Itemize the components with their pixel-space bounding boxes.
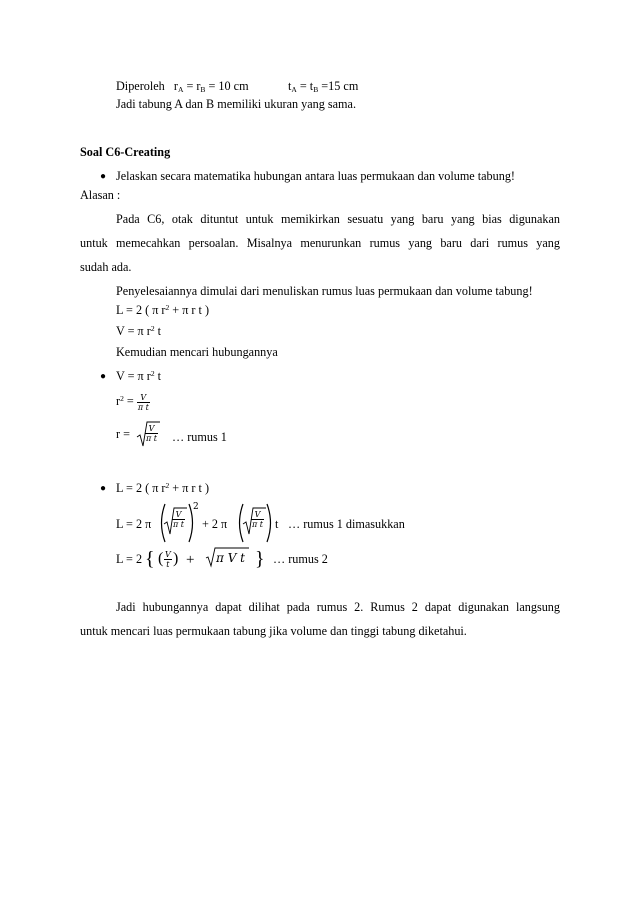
height-value: =15 cm — [318, 79, 359, 93]
conclusion-paragraph: Jadi hubungannya dapat dilihat pada rumus 2. Rumus 2 dapat digunakan langsung — [116, 600, 560, 614]
fraction — [137, 393, 150, 412]
alasan-label: Alasan : — [80, 188, 121, 202]
fraction — [145, 424, 158, 443]
conclusion-line: Jadi tabung A dan B memiliki ukuran yang sama. — [116, 97, 356, 111]
fraction — [172, 510, 185, 529]
rumus-label: … rumus 2 — [273, 552, 328, 566]
formula-text: L = 2 ( π r — [116, 303, 166, 317]
exponent: 2 — [193, 502, 199, 512]
left-paren-icon: ( — [158, 550, 164, 567]
exponent: 2 — [165, 302, 170, 312]
bullet-icon: ● — [100, 171, 107, 182]
formula-text: + π r t ) — [169, 481, 210, 495]
t-symbol: t — [288, 79, 292, 93]
right-paren-icon: ) — [173, 550, 179, 567]
plus-sign: + — [186, 552, 195, 568]
paragraph-line: Pada C6, otak dituntut untuk memikirkan sesuatu yang baru yang bias digunakan — [116, 212, 560, 226]
subscript-a: A — [177, 85, 184, 95]
paragraph-line: sudah ada. — [80, 260, 132, 274]
formula-text: V = π r — [116, 369, 151, 383]
formula-text: r — [116, 394, 121, 408]
result-prefix: Diperoleh — [116, 79, 165, 93]
formula-text: = — [123, 394, 137, 408]
sqrt-content: π V t — [216, 551, 246, 565]
denominator: t — [166, 560, 170, 569]
left-brace-icon: { — [145, 548, 155, 570]
subscript-b: B — [200, 85, 206, 95]
numerator: V — [165, 550, 171, 559]
right-paren-icon — [265, 503, 275, 543]
numerator: V — [172, 510, 185, 520]
denominator: π t — [146, 434, 158, 443]
formula-text: L = 2 ( π r — [116, 481, 166, 495]
rumus-label: … rumus 1 dimasukkan — [288, 517, 405, 531]
exponent: 2 — [120, 393, 124, 403]
formula-text: + 2 π — [202, 517, 228, 531]
r-squared-formula — [116, 390, 150, 412]
denominator: π t — [252, 520, 264, 529]
conclusion-paragraph: untuk mencari luas permukaan tabung jika volume dan tinggi tabung diketahui. — [80, 624, 467, 638]
numerator: V — [251, 510, 264, 520]
formula-text: t — [154, 369, 162, 383]
exponent: 2 — [165, 480, 170, 490]
denominator: π t — [173, 520, 185, 529]
exponent: 2 — [150, 323, 155, 333]
height-result — [288, 79, 358, 94]
fraction — [251, 510, 264, 529]
numerator: V — [145, 424, 158, 434]
equals-r: = r — [183, 79, 201, 93]
bullet-icon: ● — [100, 371, 107, 382]
rumus-label: … rumus 1 — [172, 430, 227, 444]
volume-formula — [116, 369, 161, 384]
formula-text: + π r t ) — [169, 303, 210, 317]
subscript-tb: B — [313, 85, 319, 95]
radius-value: = 10 cm — [205, 79, 249, 93]
formula-start: L = 2 — [116, 552, 143, 566]
solution-intro: Penyelesaiannya dimulai dari menuliskan rumus luas permukaan dan volume tabung! — [116, 284, 533, 298]
numerator: V — [137, 393, 150, 403]
question-text: Jelaskan secara matematika hubungan antara luas permukaan dan volume tabung! — [116, 169, 515, 183]
denominator: π t — [137, 402, 149, 412]
formula-text: t — [154, 324, 162, 338]
exponent: 2 — [150, 368, 155, 378]
formula-text: V = π r — [116, 324, 151, 338]
paragraph-line: untuk memecahkan persoalan. Misalnya menurunkan rumus yang baru dari rumus yang — [80, 236, 560, 250]
surface-formula — [116, 303, 209, 318]
equals-t: = t — [296, 79, 314, 93]
section-heading: Soal C6-Creating — [80, 145, 171, 159]
r-symbol: r — [173, 79, 178, 93]
subscript-ta: A — [291, 85, 297, 95]
formula-text: r = — [116, 427, 130, 441]
bullet-icon: ● — [100, 483, 107, 494]
fraction — [164, 550, 172, 569]
next-step-text: Kemudian mencari hubungannya — [116, 345, 278, 359]
volume-formula — [116, 324, 161, 339]
formula-text: t — [275, 517, 279, 531]
formula-start: L = 2 π — [116, 517, 152, 531]
r-formula — [116, 423, 130, 445]
result-line — [116, 79, 249, 94]
surface-formula — [116, 481, 209, 496]
right-brace-icon: } — [255, 548, 265, 570]
